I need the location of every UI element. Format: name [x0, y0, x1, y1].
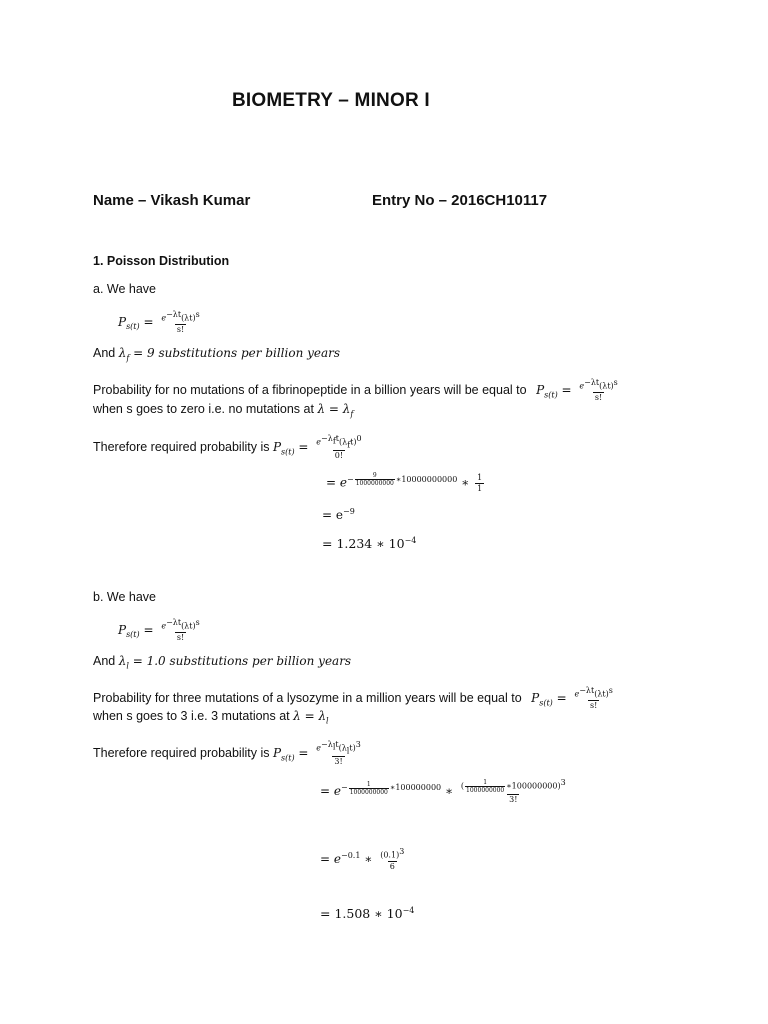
result-b: = 1.508 ∗ $10^{-4}$	[320, 906, 415, 922]
lambda-l-line: And $\lambda_l = 1.0$ substitutions per billion years	[93, 654, 352, 671]
step-simplified-b: = $e^{-0.1}$ ∗ $\frac{(0.1)^3}{6}$	[320, 847, 405, 871]
entry-number: Entry No – 2016CH10117	[372, 192, 548, 209]
document-title: BIOMETRY – MINOR I	[232, 90, 430, 111]
section-heading: 1. Poisson Distribution	[93, 254, 230, 268]
therefore-a: Therefore required probability is $P_{s(t)}$ = $\frac{e^{-\lambda_ft}(\lambda_ft)^0}{0!}$	[93, 434, 362, 461]
condition-b: when s goes to 3 i.e. 3 mutations at $\lambda = \lambda_l$	[93, 709, 329, 726]
formula-poisson-b: $P_{s(t)}$ = $\frac{e^{-\lambda t}(\lambda t)^s}{s!}$	[118, 618, 200, 642]
part-a-label: a. We have	[93, 282, 157, 296]
step-e9: = $e^{-9}$	[322, 507, 355, 522]
formula-poisson-a: $P_{s(t)}$ = $\frac{e^{-\lambda t}(\lambda t)^s}{s!}$	[118, 310, 200, 334]
probability-statement-b: Probability for three mutations of a lysozyme in a million years will be equal to $P_{s(t)}$ = $\frac{e^{-\lambda t}(\lambda t)^s}{s!}$	[93, 686, 613, 710]
condition-a: when s goes to zero i.e. no mutations at $\lambda = \lambda_f$	[93, 402, 354, 419]
probability-statement-a: Probability for no mutations of a fibrinopeptide in a billion years will be equal to $P_{s(t)}$ = $\frac{e^{-\lambda t}(\lambda t)^s}{s!}$	[93, 378, 618, 402]
student-name: Name – Vikash Kumar	[93, 192, 251, 209]
therefore-b: Therefore required probability is $P_{s(t)}$ = $\frac{e^{-\lambda_lt}(\lambda_lt)^3}{3!}$	[93, 740, 361, 767]
lambda-f-line: And $\lambda_f = 9$ substitutions per billion years	[93, 346, 341, 363]
result-a: = 1.234 ∗ $10^{-4}$	[322, 536, 417, 552]
part-b-label: b. We have	[93, 590, 157, 604]
step-substitution-a: = $e^{- \frac{9}{1000000000} ∗10000000000}$ ∗ $\frac{1}{1}$	[326, 472, 483, 493]
step-substitution-b: = $e^{- \frac{1}{1000000000} ∗100000000}$ ∗ ( $\frac{1}{1000000000}$ ∗100000000)$^3$ 3!	[320, 778, 566, 805]
